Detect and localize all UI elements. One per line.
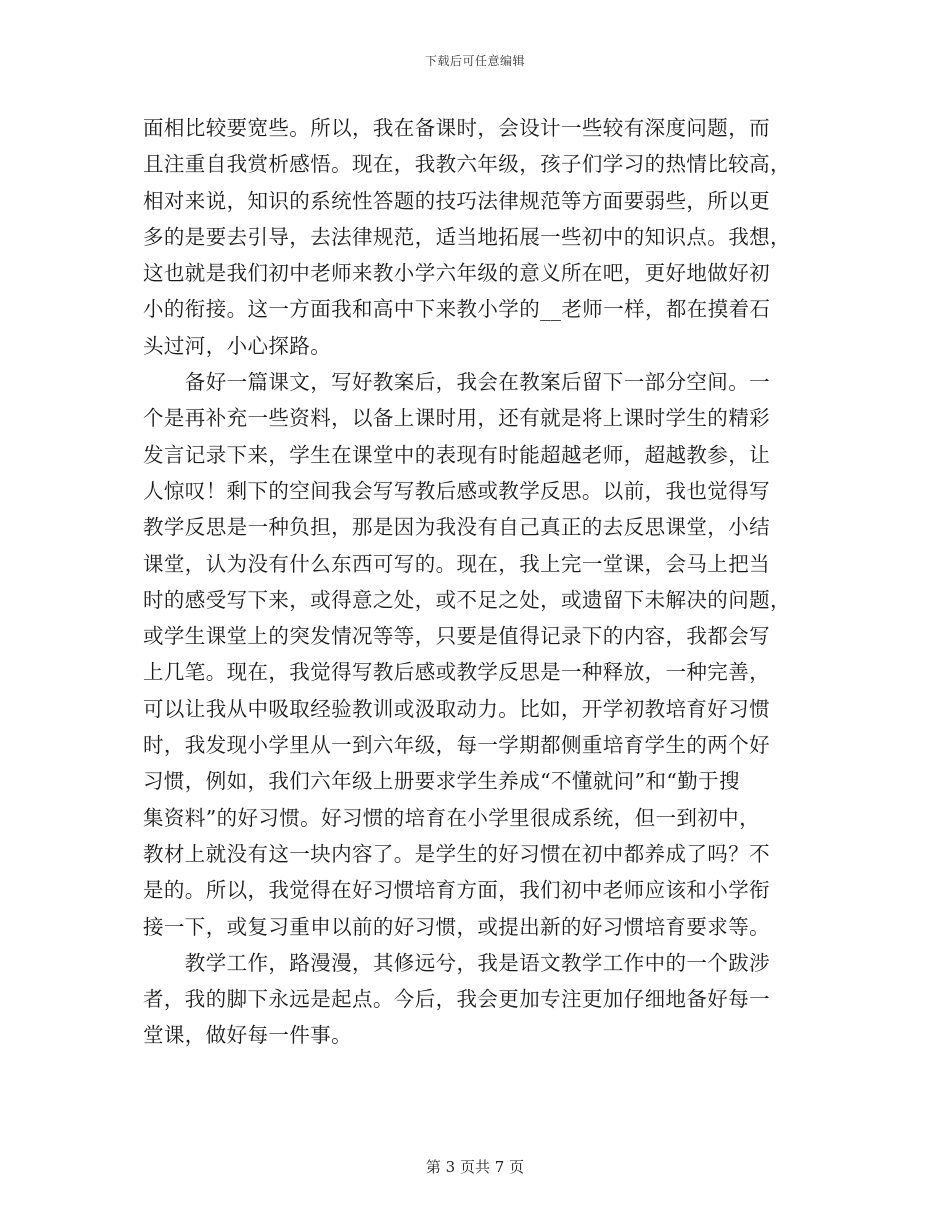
body-line: 多的是要去引导，去法律规范，适当地拓展一些初中的知识点。我想， [143, 224, 791, 249]
body-line: 这也就是我们初中老师来教小学六年级的意义所在吧，更好地做好初 [143, 261, 770, 286]
body-line: 或学生课堂上的突发情况等等，只要是值得记录下的内容，我都会写 [143, 624, 770, 649]
document-body [143, 110, 815, 1054]
body-line: 小的衔接。这一方面我和高中下来教小学的__老师一样，都在摸着石 [143, 297, 771, 322]
body-line: 接一下，或复习重申以前的好习惯，或提出新的好习惯培育要求等。 [143, 914, 770, 939]
body-line: 教学反思是一种负担，那是因为我没有自己真正的去反思课堂，小结 [143, 515, 770, 540]
body-line: 备好一篇课文，写好教案后，我会在教案后留下一部分空间。一 [143, 370, 770, 395]
body-line: 教学工作，路漫漫，其修远兮，我是语文教学工作中的一个跋涉 [143, 950, 770, 975]
body-line: 者，我的脚下永远是起点。今后，我会更加专注更加仔细地备好每一 [143, 987, 770, 1012]
body-line: 时的感受写下来，或得意之处，或不足之处，或遗留下未解决的问题， [143, 587, 791, 612]
body-line: 集资料”的好习惯。好习惯的培育在小学里很成系统，但一到初中， [143, 805, 760, 830]
body-line: 是的。所以，我觉得在好习惯培育方面，我们初中老师应该和小学衔 [143, 878, 770, 903]
body-line: 相对来说，知识的系统性答题的技巧法律规范等方面要弱些，所以更 [143, 188, 770, 213]
body-line: 且注重自我赏析感悟。现在，我教六年级，孩子们学习的热情比较高， [143, 152, 791, 177]
body-line: 上几笔。现在，我觉得写教后感或教学反思是一种释放，一种完善， [143, 660, 770, 685]
body-line: 课堂，认为没有什么东西可写的。现在，我上完一堂课，会马上把当 [143, 551, 770, 576]
body-line: 堂课，做好每一件事。 [143, 1023, 352, 1048]
body-line: 教材上就没有这一块内容了。是学生的好习惯在初中都养成了吗？不 [143, 841, 770, 866]
page-number-footer: 第 3 页共 7 页 [425, 1158, 525, 1176]
page-header: 下载后可任意编辑 [424, 54, 525, 68]
body-line: 习惯，例如，我们六年级上册要求学生养成“不懂就问”和“勤于搜 [143, 769, 740, 794]
body-line: 面相比较要宽些。所以，我在备课时，会设计一些较有深度问题，而 [143, 116, 770, 140]
body-line: 个是再补充一些资料，以备上课时用，还有就是将上课时学生的精彩 [143, 406, 770, 431]
body-line: 可以让我从中吸取经验教训或汲取动力。比如，开学初教培育好习惯 [143, 696, 770, 721]
body-line: 头过河，小心探路。 [143, 333, 332, 358]
body-line: 人惊叹！剩下的空间我会写写教后感或教学反思。以前，我也觉得写 [143, 478, 770, 503]
body-line: 时，我发现小学里从一到六年级，每一学期都侧重培育学生的两个好 [143, 733, 770, 758]
body-line: 发言记录下来，学生在课堂中的表现有时能超越老师，超越教参，让 [143, 442, 770, 467]
